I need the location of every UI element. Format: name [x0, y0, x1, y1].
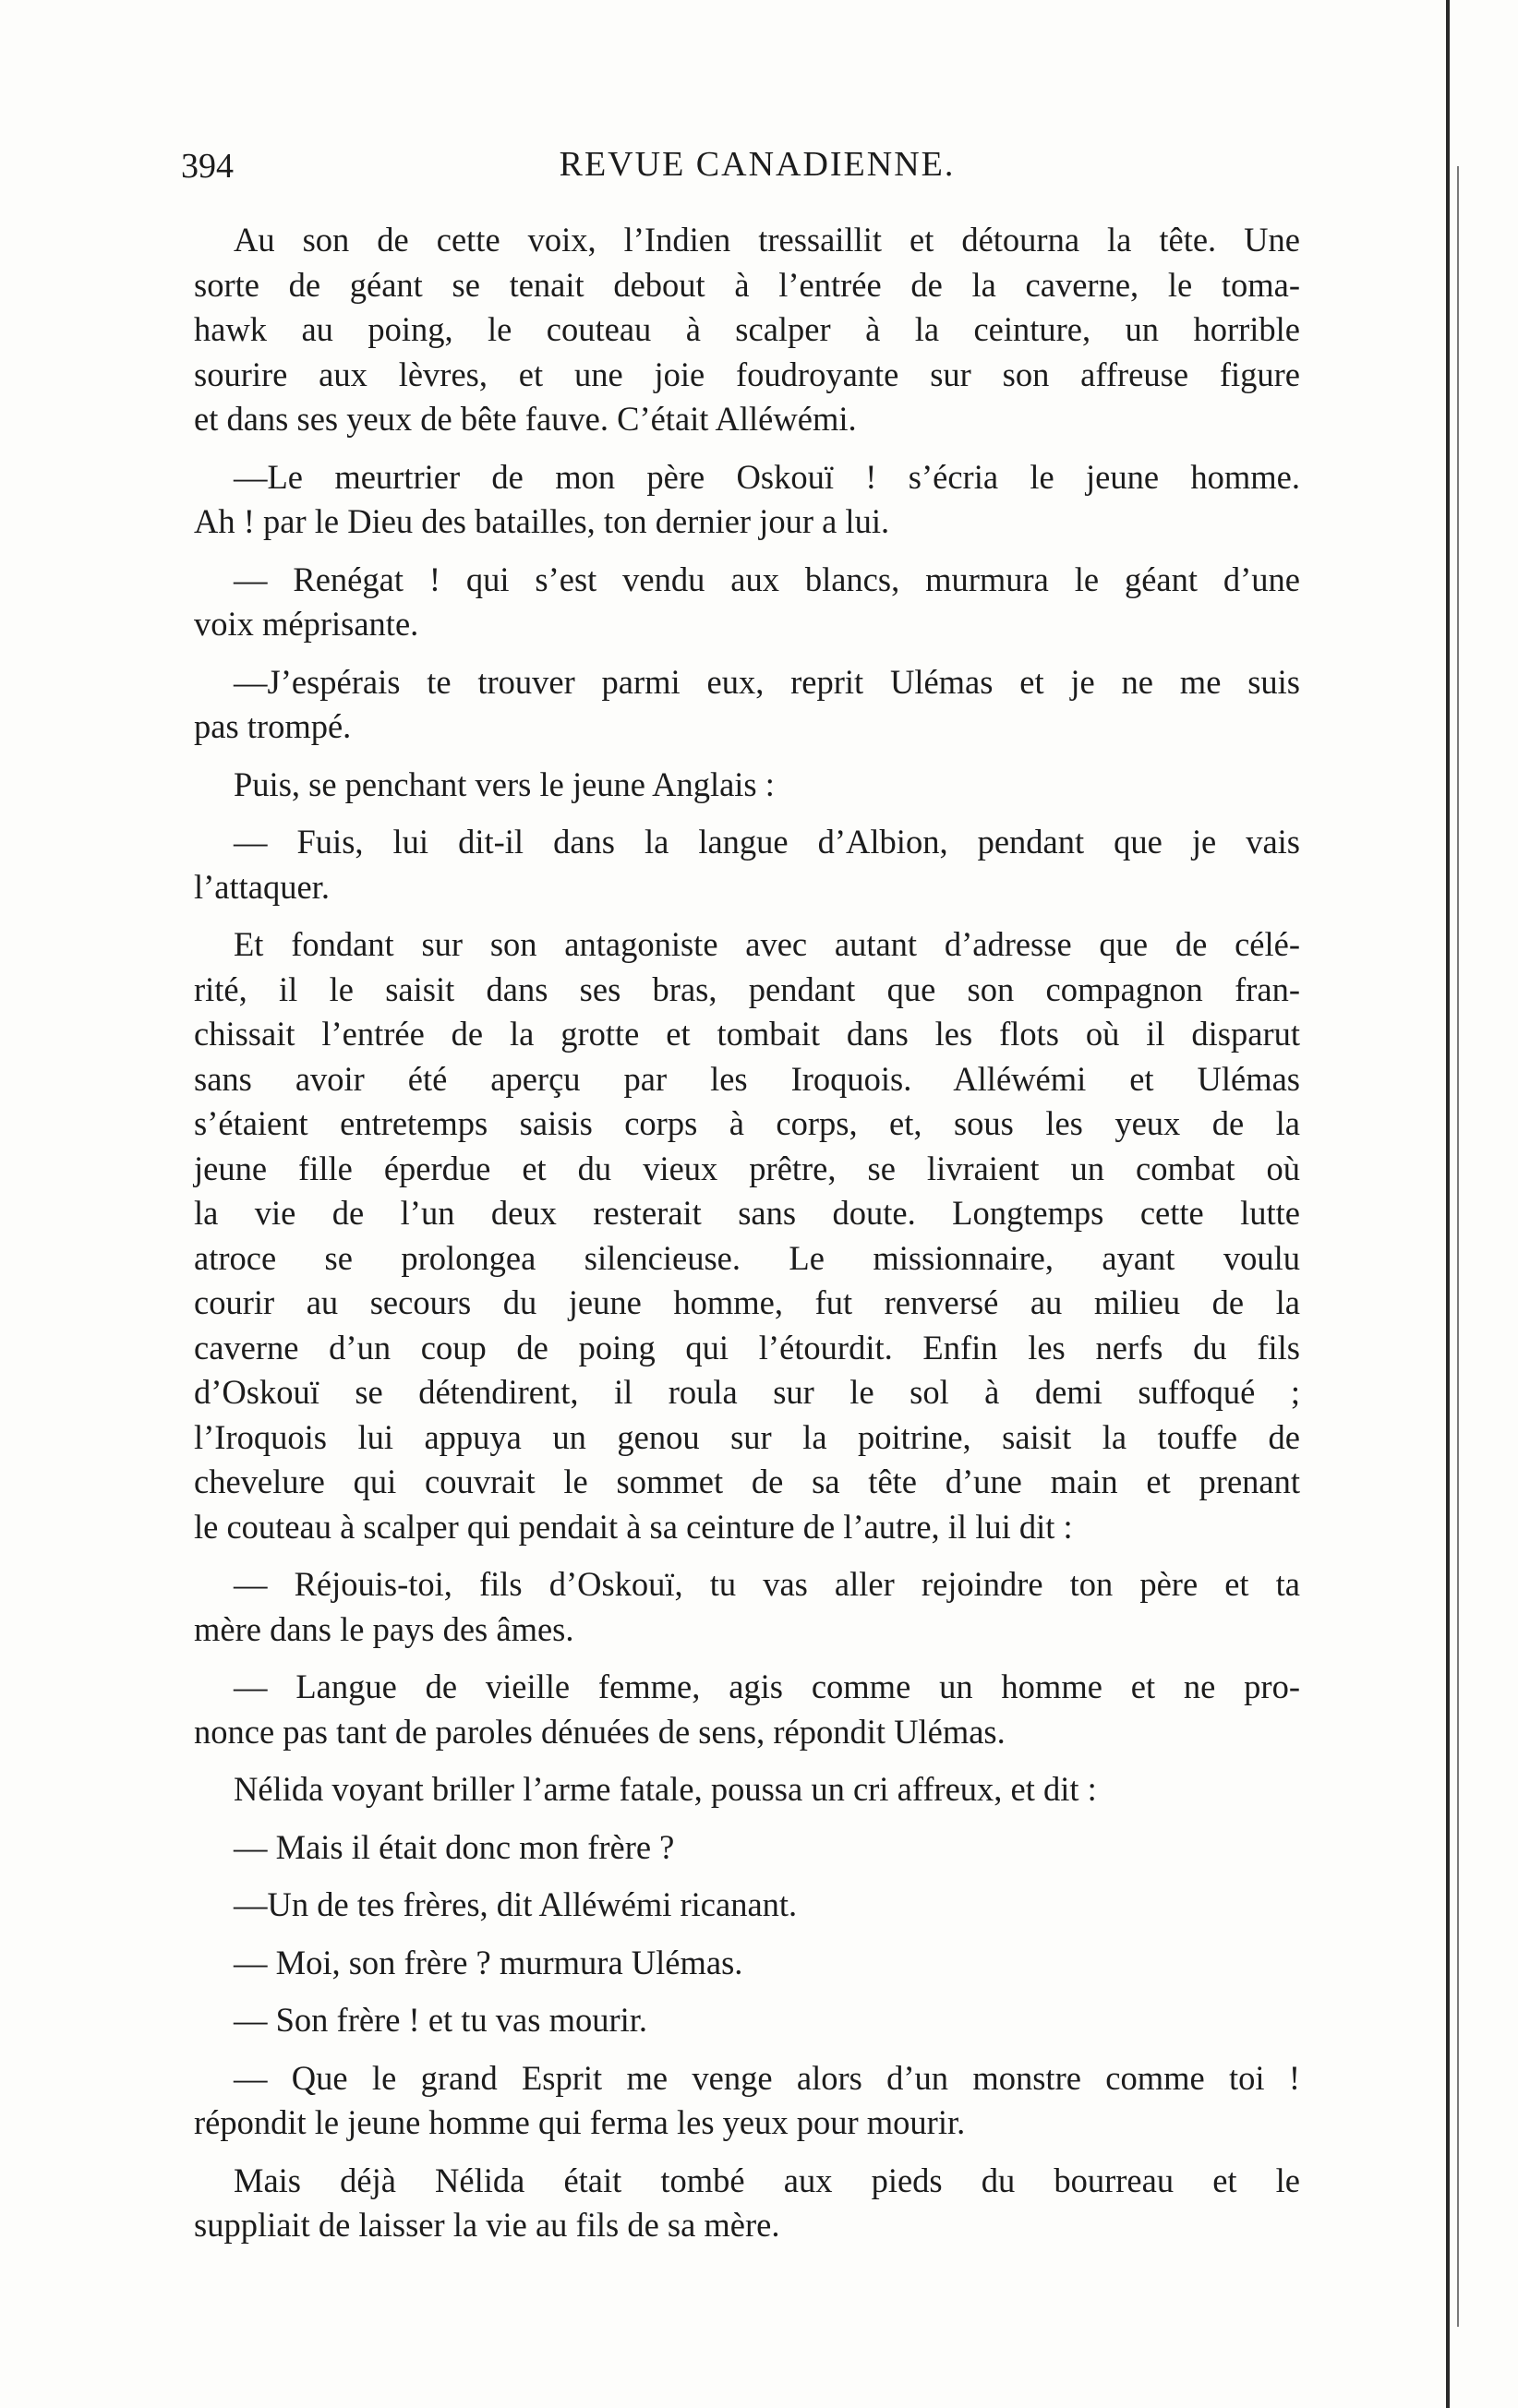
paragraph-gap [194, 807, 1300, 820]
paragraph [194, 1562, 1300, 1652]
text-line: Au son de cette voix, l’Indien tressaillit et détourna la tête. Une [234, 221, 1300, 259]
text-line: — Son frère ! et tu vas mourir. [234, 2001, 648, 2039]
text-line: jeune fille éperdue et du vieux prêtre, se livraient un combat où [194, 1149, 1300, 1187]
paragraph [194, 1941, 1300, 1986]
text-line: — Réjouis-toi, fils d’Oskouï, tu vas aller rejoindre ton père et ta [234, 1565, 1300, 1603]
paragraph [194, 2159, 1300, 2248]
text-line: atroce se prolongea silencieuse. Le missionnaire, ayant voulu [194, 1238, 1300, 1277]
paragraph-gap [194, 2043, 1300, 2056]
text-line: rité, il le saisit dans ses bras, pendant que son compagnon fran- [194, 969, 1300, 1008]
body-text [194, 218, 1300, 2248]
text-line: — Langue de vieille femme, agis comme un homme et ne pro- [234, 1668, 1300, 1705]
scan-edge-line [1446, 0, 1450, 2408]
text-line: suppliait de laisser la vie au fils de sa mère. [194, 2206, 780, 2244]
text-line: sorte de géant se tenait debout à l’entrée de la caverne, le toma- [194, 265, 1300, 304]
text-line: Puis, se penchant vers le jeune Anglais : [234, 765, 775, 803]
paragraph-gap [194, 1928, 1300, 1941]
text-line: et dans ses yeux de bête fauve. C’était Alléwémi. [194, 400, 857, 438]
paragraph-gap [194, 1754, 1300, 1767]
text-line: caverne d’un coup de poing qui l’étourdit. Enfin les nerfs du fils [194, 1328, 1300, 1367]
paragraph [194, 2056, 1300, 2146]
text-line: Et fondant sur son antagoniste avec autant d’adresse que de célé- [234, 925, 1300, 963]
text-line: — Mais il était donc mon frère ? [234, 1827, 675, 1866]
paragraph-gap [194, 647, 1300, 660]
paragraph [194, 455, 1300, 545]
text-line: nonce pas tant de paroles dénuées de sens, répondit Ulémas. [194, 1712, 1006, 1751]
text-line: Nélida voyant briller l’arme fatale, poussa un cri affreux, et dit : [234, 1770, 1097, 1808]
paragraph [194, 922, 1300, 1549]
paragraph-gap [194, 1549, 1300, 1562]
text-line: chevelure qui couvrait le sommet de sa tête d’une main et prenant [194, 1463, 1300, 1500]
text-line: —Le meurtrier de mon père Oskouï ! s’écria le jeune homme. [234, 457, 1300, 496]
paragraph [194, 1998, 1300, 2043]
text-line: Ah ! par le Dieu des batailles, ton dernier jour a lui. [194, 502, 890, 540]
text-line: — Fuis, lui dit-il dans la langue d’Albion, pendant que je vais [234, 823, 1300, 861]
text-line: Mais déjà Nélida était tombé aux pieds du bourreau et le [234, 2161, 1300, 2199]
text-line: répondit le jeune homme qui ferma les yeux pour mourir. [194, 2103, 966, 2141]
text-line: — Que le grand Esprit me venge alors d’un monstre comme toi ! [234, 2058, 1300, 2097]
text-line: mère dans le pays des âmes. [194, 1609, 574, 1648]
text-line: —Un de tes frères, dit Alléwémi ricanant. [234, 1885, 798, 1923]
text-line: la vie de l’un deux resterait sans doute. Longtemps cette lutte [194, 1194, 1300, 1232]
text-line: d’Oskouï se détendirent, il roula sur le sol à demi suffoqué ; [194, 1373, 1300, 1411]
paragraph [194, 558, 1300, 647]
paragraph [194, 1767, 1300, 1812]
paragraph-gap [194, 1870, 1300, 1883]
text-line: chissait l’entrée de la grotte et tombait dans les flots où il disparut [194, 1015, 1300, 1053]
paragraph-gap [194, 1985, 1300, 1998]
paragraph-gap [194, 2146, 1300, 2159]
text-line: —J’espérais te trouver parmi eux, reprit Ulémas et je ne me suis [234, 662, 1300, 701]
paragraph [194, 763, 1300, 808]
text-line: sans avoir été aperçu par les Iroquois. Alléwémi et Ulémas [194, 1059, 1300, 1098]
paragraph-gap [194, 750, 1300, 763]
text-line: voix méprisante. [194, 605, 419, 643]
text-line: l’Iroquois lui appuya un genou sur la poitrine, saisit la touffe de [194, 1417, 1300, 1456]
paragraph-gap [194, 1652, 1300, 1665]
text-line: sourire aux lèvres, et une joie foudroyante sur son affreuse figure [194, 355, 1300, 393]
text-line: courir au secours du jeune homme, fut renversé au milieu de la [194, 1283, 1300, 1321]
paragraph [194, 660, 1300, 750]
scan-edge-line [1457, 166, 1459, 2327]
paragraph [194, 1825, 1300, 1871]
paragraph [194, 1665, 1300, 1754]
paragraph-gap [194, 909, 1300, 922]
running-head: REVUE CANADIENNE. [559, 145, 956, 184]
text-line: pas trompé. [194, 707, 352, 745]
paragraph-gap [194, 545, 1300, 558]
text-line: le couteau à scalper qui pendait à sa ceinture de l’autre, il lui dit : [194, 1507, 1073, 1546]
paragraph [194, 820, 1300, 909]
paragraph-gap [194, 1812, 1300, 1825]
text-line: s’étaient entretemps saisis corps à corps, et, sous les yeux de la [194, 1104, 1300, 1142]
text-line: hawk au poing, le couteau à scalper à la ceinture, un horrible [194, 310, 1300, 348]
page-number: 394 [181, 147, 234, 186]
text-line: l’attaquer. [194, 867, 330, 906]
text-line: — Moi, son frère ? murmura Ulémas. [234, 1943, 743, 1981]
paragraph [194, 1883, 1300, 1928]
text-line: — Renégat ! qui s’est vendu aux blancs, murmura le géant d’une [234, 560, 1300, 598]
paragraph-gap [194, 442, 1300, 455]
paragraph [194, 218, 1300, 442]
